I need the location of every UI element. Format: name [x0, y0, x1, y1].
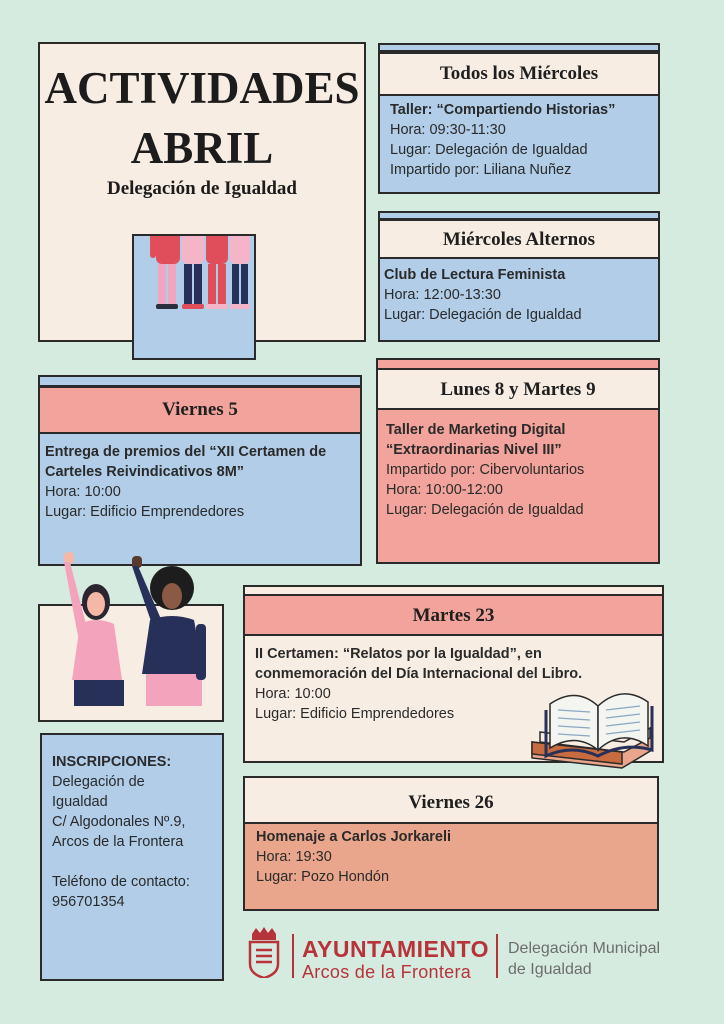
event-heading-miercoles-alternos: Miércoles Alternos: [378, 219, 660, 259]
event-name-line-1: Entrega de premios del “XII Certamen de: [45, 444, 327, 460]
women-group-illustration: [132, 234, 256, 360]
event-place: Lugar: Delegación de Igualdad: [390, 142, 588, 158]
registration-body: [52, 752, 190, 912]
registration-spacer: [52, 852, 190, 872]
event-time: Hora: 10:00: [255, 686, 331, 702]
event-heading-lunes-martes: Lunes 8 y Martes 9: [376, 368, 660, 410]
registration-heading: INSCRIPCIONES:: [52, 754, 172, 770]
event-instructor: Impartido por: Liliana Nuñez: [390, 162, 572, 178]
registration-address-line-1: Delegación de: [52, 774, 145, 790]
footer-dept-line-1: Delegación Municipal: [508, 940, 661, 957]
event-name: Club de Lectura Feminista: [384, 267, 566, 283]
event-time: Hora: 19:30: [256, 849, 332, 865]
books-illustration: [526, 680, 660, 784]
event-body-miercoles-alternos: [384, 265, 582, 325]
title-line-2: ABRIL: [130, 123, 274, 173]
event-body-viernes-26: [256, 827, 451, 887]
event-place: Lugar: Edificio Emprendedores: [255, 706, 455, 722]
event-body-lunes-martes: [386, 420, 584, 520]
city-crest-icon: [246, 926, 282, 978]
footer-divider-left: [292, 934, 294, 978]
event-name-line-1: Taller de Marketing Digital: [386, 422, 566, 438]
phone-number[interactable]: 956701354: [52, 894, 125, 910]
event-place: Lugar: Pozo Hondón: [256, 869, 390, 885]
card-tab-todos-miercoles: [378, 43, 660, 52]
raised-fist-women-icon: [50, 544, 220, 720]
footer-department: [508, 938, 660, 980]
event-time: Hora: 10:00-12:00: [386, 482, 503, 498]
phone-label: Teléfono de contacto:: [52, 874, 190, 890]
event-body-todos-miercoles: [390, 100, 615, 180]
event-heading-viernes-26: Viernes 26: [243, 776, 659, 824]
footer-org-name: AYUNTAMIENTO: [302, 936, 490, 962]
event-name: Taller: “Compartiendo Historias”: [390, 102, 616, 118]
event-place: Lugar: Delegación de Igualdad: [386, 502, 584, 518]
event-name-line-2: “Extraordinarias Nivel III”: [386, 442, 562, 458]
women-group-icon: [134, 236, 254, 358]
event-heading-viernes-5: Viernes 5: [38, 386, 362, 434]
registration-address-line-3: C/ Algodonales Nº.9,: [52, 814, 186, 830]
event-place: Lugar: Delegación de Igualdad: [384, 307, 582, 323]
event-time: Hora: 12:00-13:30: [384, 287, 501, 303]
event-place: Lugar: Edificio Emprendedores: [45, 504, 245, 520]
event-time: Hora: 09:30-11:30: [390, 122, 506, 138]
event-name-line-1: II Certamen: “Relatos por la Igualdad”, en: [255, 646, 542, 662]
event-name: Homenaje a Carlos Jorkareli: [256, 829, 452, 845]
footer-dept-line-2: de Igualdad: [508, 961, 592, 978]
event-heading-martes-23: Martes 23: [243, 594, 664, 636]
title-line-1: ACTIVIDADES: [44, 63, 360, 113]
event-body-viernes-5: [45, 442, 326, 522]
event-name-line-2: Carteles Reivindicativos 8M”: [45, 464, 245, 480]
event-instructor: Impartido por: Cibervoluntarios: [386, 462, 585, 478]
page-title: [40, 58, 364, 178]
footer-org-city: Arcos de la Frontera: [302, 962, 472, 982]
event-name-line-2: conmemoración del Día Internacional del Libro.: [255, 666, 583, 682]
registration-address-line-2: Igualdad: [52, 794, 108, 810]
registration-address-line-4: Arcos de la Frontera: [52, 834, 184, 850]
event-heading-todos-miercoles: Todos los Miércoles: [378, 52, 660, 96]
footer-organization: [302, 936, 489, 982]
event-time: Hora: 10:00: [45, 484, 121, 500]
footer-divider-right: [496, 934, 498, 978]
page-subtitle: Delegación de Igualdad: [106, 178, 298, 199]
